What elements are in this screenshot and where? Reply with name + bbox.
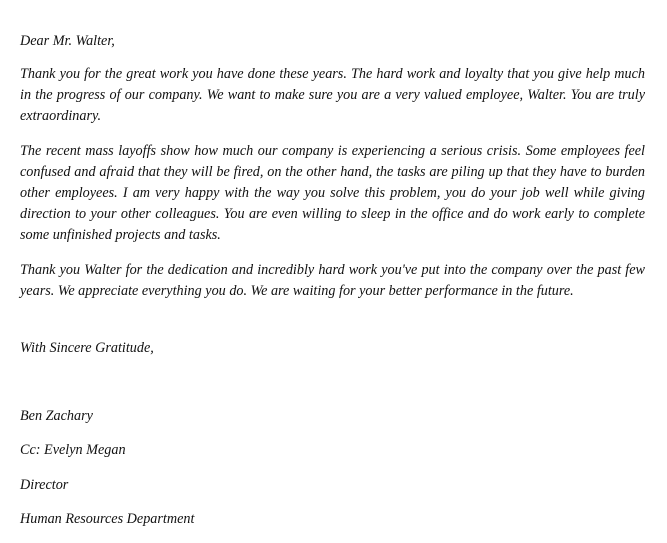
signature-title: Director: [20, 477, 69, 493]
salutation: Dear Mr. Walter,: [20, 33, 115, 49]
closing: With Sincere Gratitude,: [20, 340, 154, 356]
paragraph-layoffs: The recent mass layoffs show how much our company is experiencing a serious crisis. Some employees feel confused and afraid that they will be fired, on the other hand, the tasks are piling up that they have to burden other employees. I am very happy with the way you solve this problem, you do your job well while giving direction to your other colleagues. You are even willing to sleep in the office and do work early to complete some unfinished projects and tasks.: [20, 143, 645, 243]
signature-department: Human Resources Department: [20, 511, 195, 527]
paragraph-dedication: Thank you Walter for the dedication and incredibly hard work you've put into the company over the past few years. We appreciate everything you do. We are waiting for your better performance in the future.: [20, 262, 645, 299]
paragraph-gratitude: Thank you for the great work you have done these years. The hard work and loyalty that you give help much in the progress of our company. We want to make sure you are a very valued employee, Walter. You are truly extraordinary.: [20, 66, 645, 124]
signature-name: Ben Zachary: [20, 408, 93, 424]
signature-cc: Cc: Evelyn Megan: [20, 442, 126, 458]
